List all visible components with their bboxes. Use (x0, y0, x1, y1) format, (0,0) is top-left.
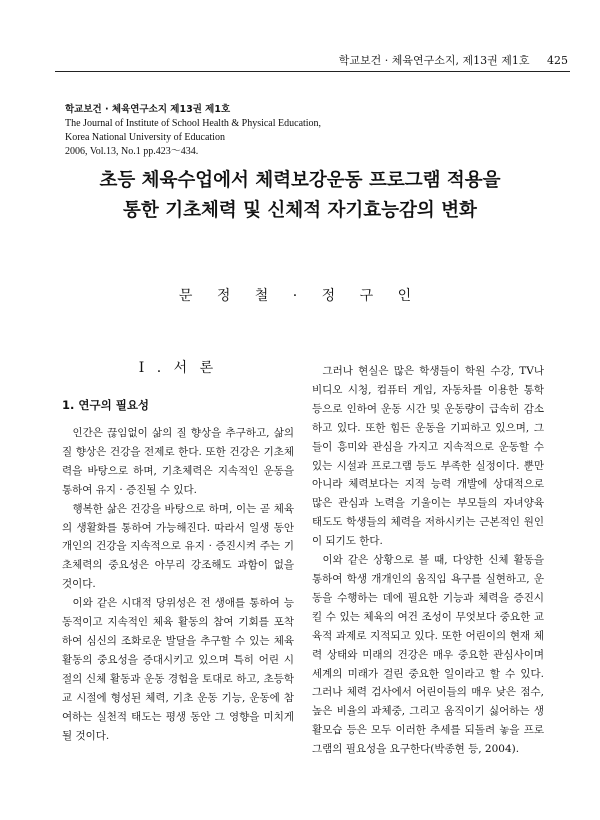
article-authors: 문 정 철 · 정 구 인 (178, 288, 422, 304)
subsection-heading: 1. 연구의 필요성 (62, 398, 150, 412)
paragraph: 인간은 끊임없이 삶의 질 향상을 추구하고, 삶의 질 향상은 건강을 전제로 한다. 또한 건강은 기초체력을 바탕으로 하며, 기초체력은 지속적인 운동을 통하여 유지 · 증진될 수 있다. (62, 427, 294, 496)
right-column (312, 362, 544, 759)
article-title-line-2: 통한 기초체력 및 신체적 자기효능감의 변화 (123, 200, 477, 221)
paragraph: 이와 같은 시대적 당위성은 전 생애를 통하여 능동적이고 지속적인 체육 활동의 참여 기회를 포착하여 심신의 조화로운 발달을 추구할 수 있는 체육활동의 중요성을 증대시키고 있으며 특히 어린 시절의 신체 활동과 운동 경험을 토대로 하고, 초등학교 시절에 형성된 체력, 기초 운동 기능, 운동에 참여하는 실천적 태도는 평생 동안 그 영향을 미치게 될 것이다. (62, 597, 294, 742)
left-column (62, 358, 294, 745)
journal-kr-title: 학교보건 · 체육연구소지 제13권 제1호 (65, 104, 231, 115)
journal-university: Korea National University of Education (65, 132, 225, 143)
journal-citation: 2006, Vol.13, No.1 pp.423～434. (65, 146, 199, 157)
paragraph: 행복한 삶은 건강을 바탕으로 하며, 이는 곧 체육의 생활화를 통하여 가능해진다. 따라서 일생 동안 개인의 건강을 지속적으로 유지 · 증진시켜 주는 기초체력의 중요성은 아무리 강조해도 과함이 없을 것이다. (62, 502, 294, 591)
journal-info (65, 103, 321, 159)
paragraph: 이와 같은 상황으로 볼 때, 다양한 신체 활동을 통하여 학생 개개인의 움직임 욕구를 실현하고, 운동을 수행하는 데에 필요한 기능과 체력을 증진시킬 수 있는 체육의 여건 조성이 무엇보다 중요한 교육적 과제로 지적되고 있다. 또한 어린이의 현재 체력 상태와 미래의 건강은 매우 중요한 관심사이며 세계의 미래가 걸린 중요한 일이라고 할 수 있다. 그러나 체력 검사에서 어린이들의 매우 낮은 점수, 높은 비율의 과체중, 그리고 움직이기 싫어하는 생활모습 등은 모두 이러한 추세를 되돌려 놓을 프로그램의 필요성을 요구한다(박종현 등, 2004). (312, 554, 544, 756)
paragraph: 그러나 현실은 많은 학생들이 학원 수강, TV나 비디오 시청, 컴퓨터 게임, 자동차를 이용한 통학 등으로 인하여 운동 시간 및 운동량이 급속히 감소하고 있다. 또한 힘든 운동을 기피하고 있으며, 그들이 흥미와 관심을 가지고 지속적으로 운동할 수 있는 시설과 프로그램 등도 부족한 실정이다. 뿐만 아니라 체력보다는 지적 능력 개발에 상대적으로 많은 관심과 노력을 기울이는 부모들의 자녀양육 태도도 학생들의 체력을 저하시키는 근본적인 원인이 되기도 한다. (312, 365, 544, 548)
page-number: 425 (547, 54, 568, 67)
article-title-line-1: 초등 체육수업에서 체력보강운동 프로그램 적용을 (99, 170, 501, 191)
running-head (339, 52, 568, 68)
section-heading: I . 서 론 (138, 360, 218, 376)
journal-en-title: The Journal of Institute of School Health & Physical Education, (65, 118, 322, 129)
header-rule (55, 71, 570, 72)
running-head-journal: 학교보건 · 체육연구소지, 제13권 제1호 (338, 54, 530, 67)
article-title (0, 166, 600, 226)
